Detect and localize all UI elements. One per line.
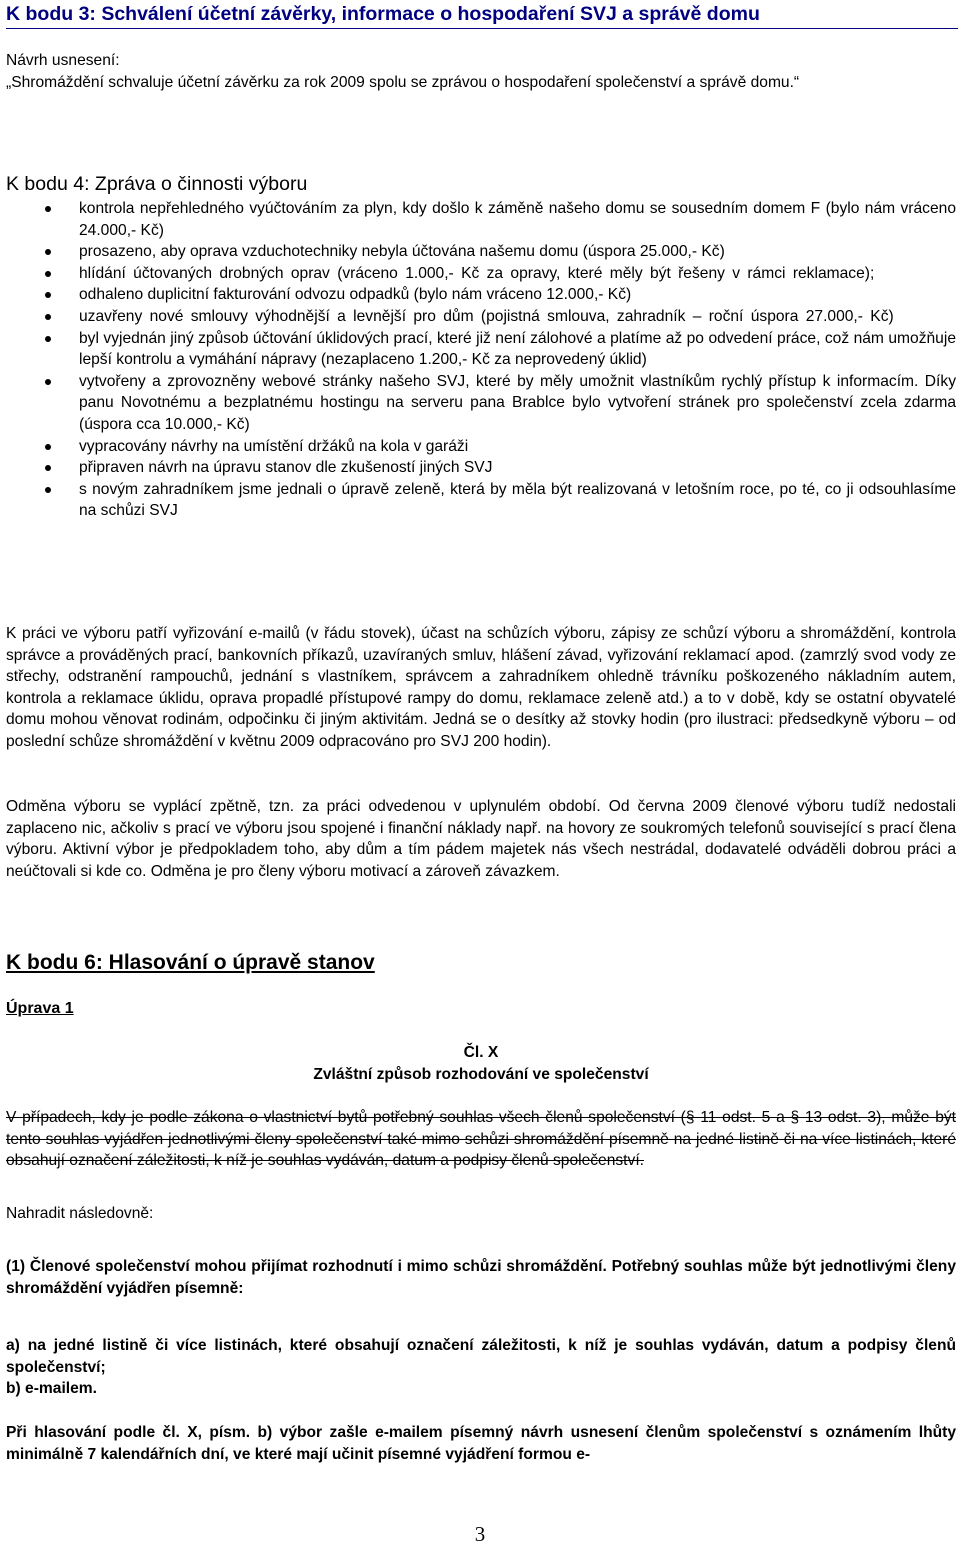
list-item: uzavřeny nové smlouvy výhodnější a levnější pro dům (pojistná smlouva, zahradník – roční úspora 27.000,- Kč) bbox=[6, 306, 956, 328]
agenda-item-6-heading: K bodu 6: Hlasování o úpravě stanov bbox=[6, 951, 375, 974]
page-number: 3 bbox=[474, 1522, 486, 1546]
list-item: byl vyjednán jiný způsob účtování úklidových prací, které již není zálohové a platíme až po odvedení práce, což nám umožňuje lepší kontrolu a vymáhání nápravy (nezaplaceno 1.200,- Kč za neprovedený úklid) bbox=[6, 328, 956, 371]
resolution-block bbox=[6, 50, 956, 93]
option-b: b) e-mailem. bbox=[6, 1380, 97, 1398]
list-item: vytvořeny a zprovozněny webové stránky našeho SVJ, které by měly umožnit vlastníkům rychlý přístup k informacím. Díky panu Novotnému a bezplatnému hostingu na serveru pana Brablce bylo vytvoření stránek pro společenství zcela zdarma (úspora cca 10.000,- Kč) bbox=[6, 371, 956, 436]
resolution-label: Návrh usnesení: bbox=[6, 52, 120, 69]
article-heading bbox=[6, 1042, 956, 1085]
replace-label: Nahradit následovně: bbox=[6, 1205, 154, 1222]
committee-activity-list bbox=[6, 198, 956, 522]
list-item: vypracovány návrhy na umístění držáků na kola v garáži bbox=[6, 436, 956, 458]
list-item: kontrola nepřehledného vyúčtováním za plyn, kdy došlo k záměně našeho domu se sousedním domem F (bylo nám vráceno 24.000,- Kč) bbox=[6, 198, 956, 241]
list-item: prosazeno, aby oprava vzduchotechniky nebyla účtována našemu domu (úspora 25.000,- Kč) bbox=[6, 241, 956, 263]
option-a: a) na jedné listině či více listinách, které obsahují označení záležitosti, k níž je souhlas vydáván, datum a podpisy členů společenství; bbox=[6, 1337, 956, 1376]
list-item: hlídání účtovaných drobných oprav (vráceno 1.000,- Kč za opravy, které měly být řešeny v rámci reklamace); bbox=[6, 263, 956, 285]
new-text-options bbox=[6, 1335, 956, 1400]
new-text-clause-1: (1) Členové společenství mohou přijímat rozhodnutí i mimo schůzi shromáždění. Potřebný souhlas může být jednotlivými členy shromáždění vyjádřen písemně: bbox=[6, 1258, 956, 1297]
resolution-text: „Shromáždění schvaluje účetní závěrku za rok 2009 spolu se zprávou o hospodaření společenství a správě domu.“ bbox=[6, 73, 800, 91]
amendment-label: Úprava 1 bbox=[6, 1000, 74, 1017]
list-item: připraven návrh na úpravu stanov dle zkušeností jiných SVJ bbox=[6, 457, 956, 479]
article-number: Čl. X bbox=[463, 1044, 499, 1061]
agenda-item-3-heading: K bodu 3: Schválení účetní závěrky, informace o hospodaření SVJ a správě domu bbox=[6, 2, 958, 29]
list-item: odhaleno duplicitní fakturování odvozu odpadků (bylo nám vráceno 12.000,- Kč) bbox=[6, 284, 956, 306]
voting-procedure-text: Při hlasování podle čl. X, písm. b) výbor zašle e-mailem písemný návrh usnesení členům společenství s oznámením lhůty minimálně 7 kalendářních dní, ve které mají učinit písemné vyjádření formou e- bbox=[6, 1424, 956, 1463]
list-item: s novým zahradníkem jsme jednali o úpravě zeleně, která by měla být realizovaná v letošním roce, po té, co ji odsouhlasíme na schůzi SVJ bbox=[6, 479, 956, 522]
committee-work-paragraph: K práci ve výboru patří vyřizování e-mailů (v řádu stovek), účast na schůzích výboru, zápisy ze schůzí výboru a shromáždění, kontrola správce a prováděných prací, bankovních příkazů, uzavíraných smluv, hlášení závad, vyřizování reklamací apod. (zamrzlý svod vody ze střechy, odstranění rampouchů, jednání s vlastníkem, správcem a zahradníkem ohledně trávníku poškozeného nákladním autem, kontrola a reklamace úklidu, oprava propadlé přístupové rampy do domu, reklamace zeleně atd.) a to v době, kdy se ostatní obyvatelé domu mohou věnovat rodinám, odpočinku či jiným aktivitám. Jedná se o desítky až stovky hodin (pro ilustraci: předsedkyně výboru – od poslední schůze shromáždění v květnu 2009 odpracováno pro SVJ 200 hodin). bbox=[6, 625, 956, 750]
article-title: Zvláštní způsob rozhodování ve společenství bbox=[313, 1065, 649, 1083]
committee-reward-paragraph: Odměna výboru se vyplácí zpětně, tzn. za práci odvedenou v uplynulém období. Od června 2009 členové výboru tudíž nedostali zaplaceno nic, ačkoliv s prací ve výboru jsou spojené i finanční náklady např. na hovory ze soukromých telefonů související s prací člena výboru. Aktivní výbor je předpokladem toho, aby dům a tím pádem majetek nás všech nestrádal, dodavatelé odváděli dobrou práci a neúčtovali si kde co. Odměna je pro členy výboru motivací a zároveň závazkem. bbox=[6, 798, 956, 880]
agenda-item-4-heading: K bodu 4: Zpráva o činnosti výboru bbox=[6, 173, 308, 195]
struck-original-text: V případech, kdy je podle zákona o vlastnictví bytů potřebný souhlas všech členů společenství (§ 11 odst. 5 a § 13 odst. 3), může být tento souhlas vyjádřen jednotlivými členy společenství také mimo schůzi shromáždění písemně na jedné listině či na více listinách, které obsahují označení záležitosti, k níž je souhlas vydáván, datum a podpisy členů společenství. bbox=[6, 1109, 956, 1170]
